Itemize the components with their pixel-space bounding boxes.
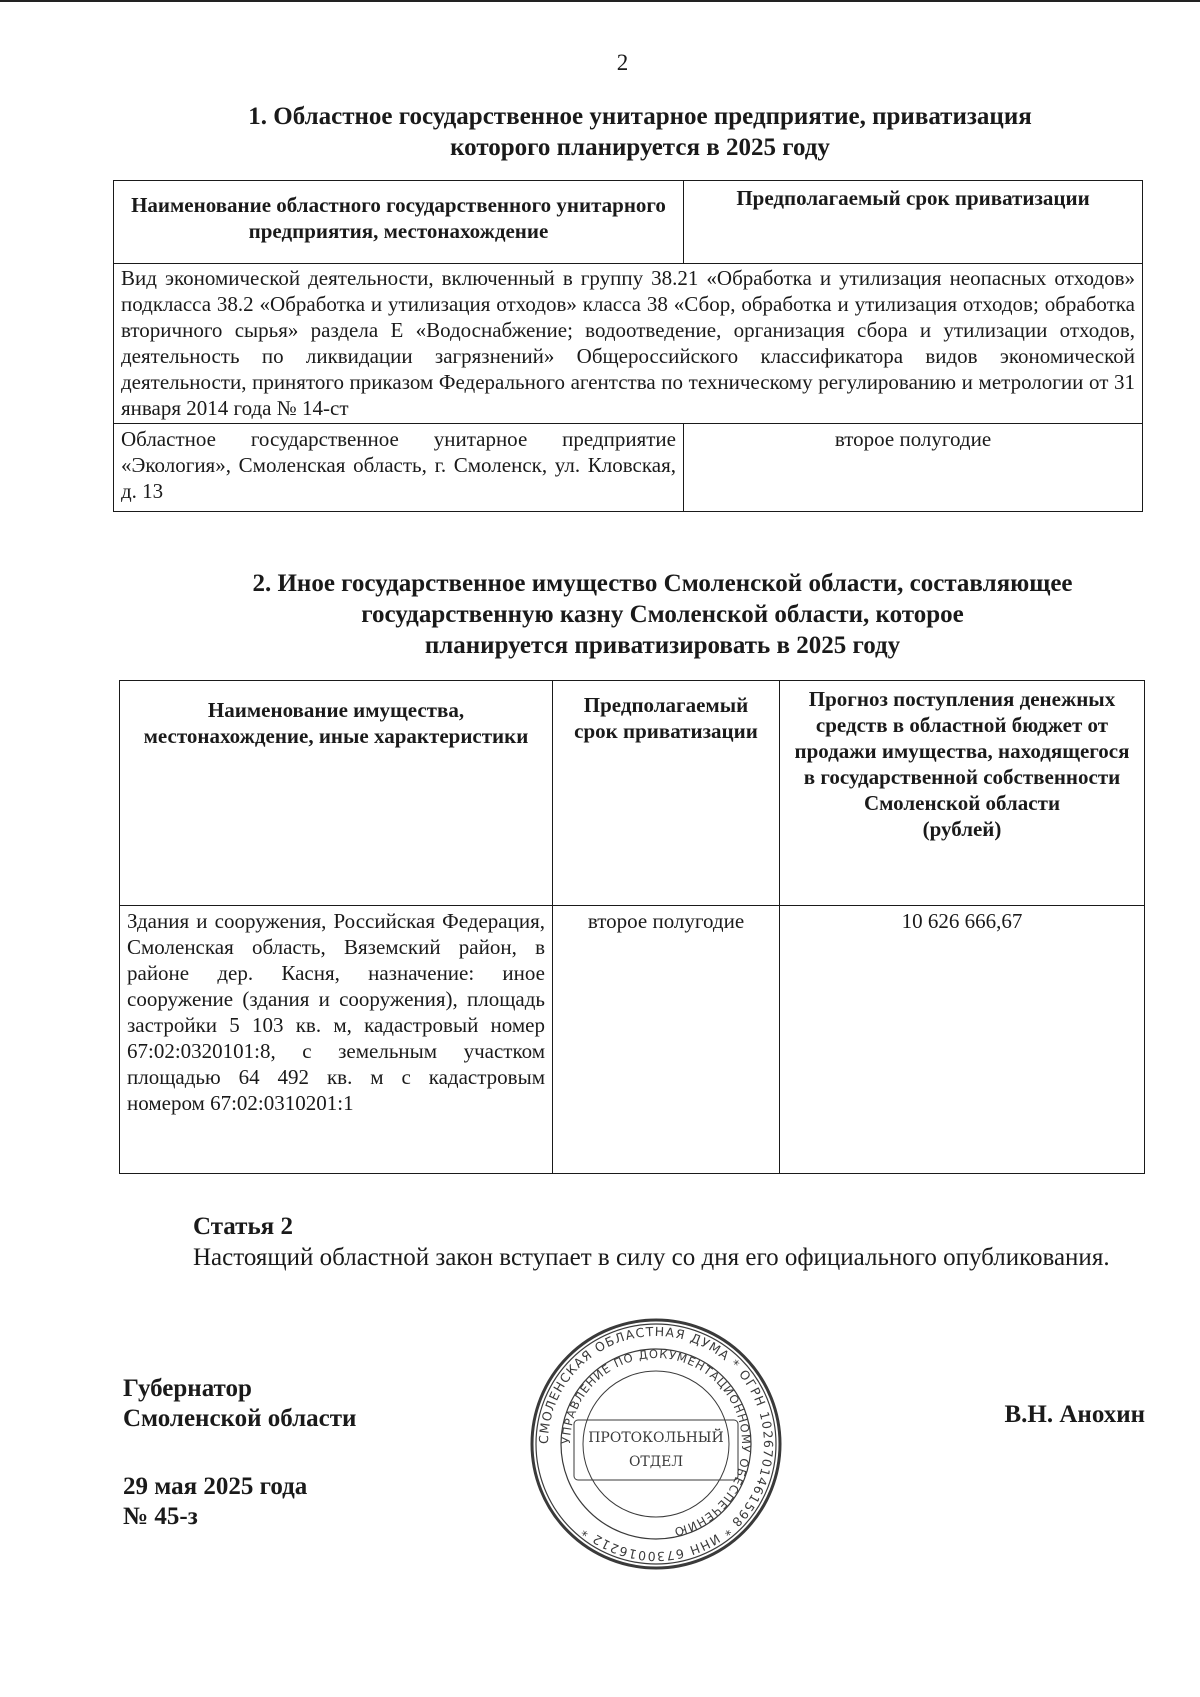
signature-position-line2: Смоленской области <box>123 1405 357 1432</box>
section2-heading-line3: планируется приватизировать в 2025 году <box>424 632 901 659</box>
enterprise-table <box>113 180 1143 512</box>
stamp-center-line1: ПРОТОКОЛЬНЫЙ <box>588 1430 724 1446</box>
enterprise-privatization-term: второе полугодие <box>684 424 1143 512</box>
property-description: Здания и сооружения, Российская Федерация, Смоленская область, Вяземский район, в районе дер. Касня, назначение: иное сооружение (здания и сооружения), площадь застройки 5 103 кв. м, кадастровый номер 67:02:0320101:8, с земельным участком площадью 64 492 кв. м с кадастровым номером 67:02:0310201:1 <box>120 906 553 1174</box>
property-forecast-amount: 10 626 666,67 <box>780 906 1145 1174</box>
enterprise-name-location: Областное государственное унитарное предприятие «Экология», Смоленская область, г. Смоленск, ул. Кловская, д. 13 <box>114 424 684 512</box>
forecast-column-title: Прогноз поступления денежных средств в областной бюджет от продажи имущества, находящегося в государственной собственности Смоленской области <box>794 687 1130 815</box>
activity-row <box>114 264 1143 424</box>
signature-position <box>123 1374 356 1434</box>
enterprise-name-column-header: Наименование областного государственного унитарного предприятия, местонахождение <box>114 181 684 264</box>
stamp-center-line2: ОТДЕЛ <box>628 1454 684 1470</box>
property-table-header <box>120 681 1145 906</box>
section2-heading-line1: 2. Иное государственное имущество Смоленской области, составляющее <box>252 570 1073 597</box>
stamp-inner-text: УПРАВЛЕНИЕ ПО ДОКУМЕНТАЦИОННОМУ ОБЕСПЕЧЕНИЮ <box>558 1346 754 1540</box>
forecast-column-unit: (рублей) <box>922 817 1002 841</box>
property-term-column-header: Предполагаемый срок приватизации <box>553 681 780 906</box>
economic-activity-description: Вид экономической деятельности, включенный в группу 38.21 «Обработка и утилизация неопасных отходов» подкласса 38.2 «Обработка и утилизация отходов» класса 38 «Сбор, обработка и утилизация отходов; обработка вторичного сырья» раздела Е «Водоснабжение; водоотведение, организация сбора и утилизации отходов, деятельность по ликвидации загрязнений» Общероссийского классификатора видов экономической деятельности, принятого приказом Федерального агентства по техническому регулированию и метрологии от 31 января 2014 года № 14-ст <box>114 264 1143 424</box>
enterprise-table-header <box>114 181 1143 264</box>
forecast-column-header <box>780 681 1145 906</box>
signature-position-line1: Губернатор <box>123 1375 252 1402</box>
signatory-name: В.Н. Анохин <box>1004 1401 1145 1428</box>
article-text: Настоящий областной закон вступает в силу со дня его официального опубликования. <box>193 1244 1110 1271</box>
stamp-outer-text: СМОЛЕНСКАЯ ОБЛАСТНАЯ ДУМА * ОГРН 1026701461598 * ИНН 6730016212 * <box>535 1323 777 1565</box>
property-name-column-header: Наименование имущества, местонахождение, иные характеристики <box>120 681 553 906</box>
article-title: Статья 2 <box>193 1213 293 1240</box>
enterprise-row <box>114 424 1143 512</box>
stamp-center-frame <box>574 1420 738 1480</box>
law-number: № 45-з <box>123 1503 198 1530</box>
privatization-term-column-header: Предполагаемый срок приватизации <box>684 181 1143 264</box>
official-stamp <box>528 1316 784 1572</box>
section2-heading-line2: государственную казну Смоленской области, которое <box>361 601 964 628</box>
page-number: 2 <box>616 50 629 75</box>
section1-heading <box>115 101 1165 163</box>
property-privatization-term: второе полугодие <box>553 906 780 1174</box>
page-top-border <box>0 0 1200 2</box>
section1-heading-line1: 1. Областное государственное унитарное предприятие, приватизация <box>248 103 1032 130</box>
section1-heading-line2: которого планируется в 2025 году <box>450 134 830 161</box>
law-date: 29 мая 2025 года <box>123 1473 308 1500</box>
section2-heading <box>115 568 1200 661</box>
property-row <box>120 906 1145 1174</box>
law-date-number <box>123 1472 307 1532</box>
property-table <box>119 680 1145 1174</box>
